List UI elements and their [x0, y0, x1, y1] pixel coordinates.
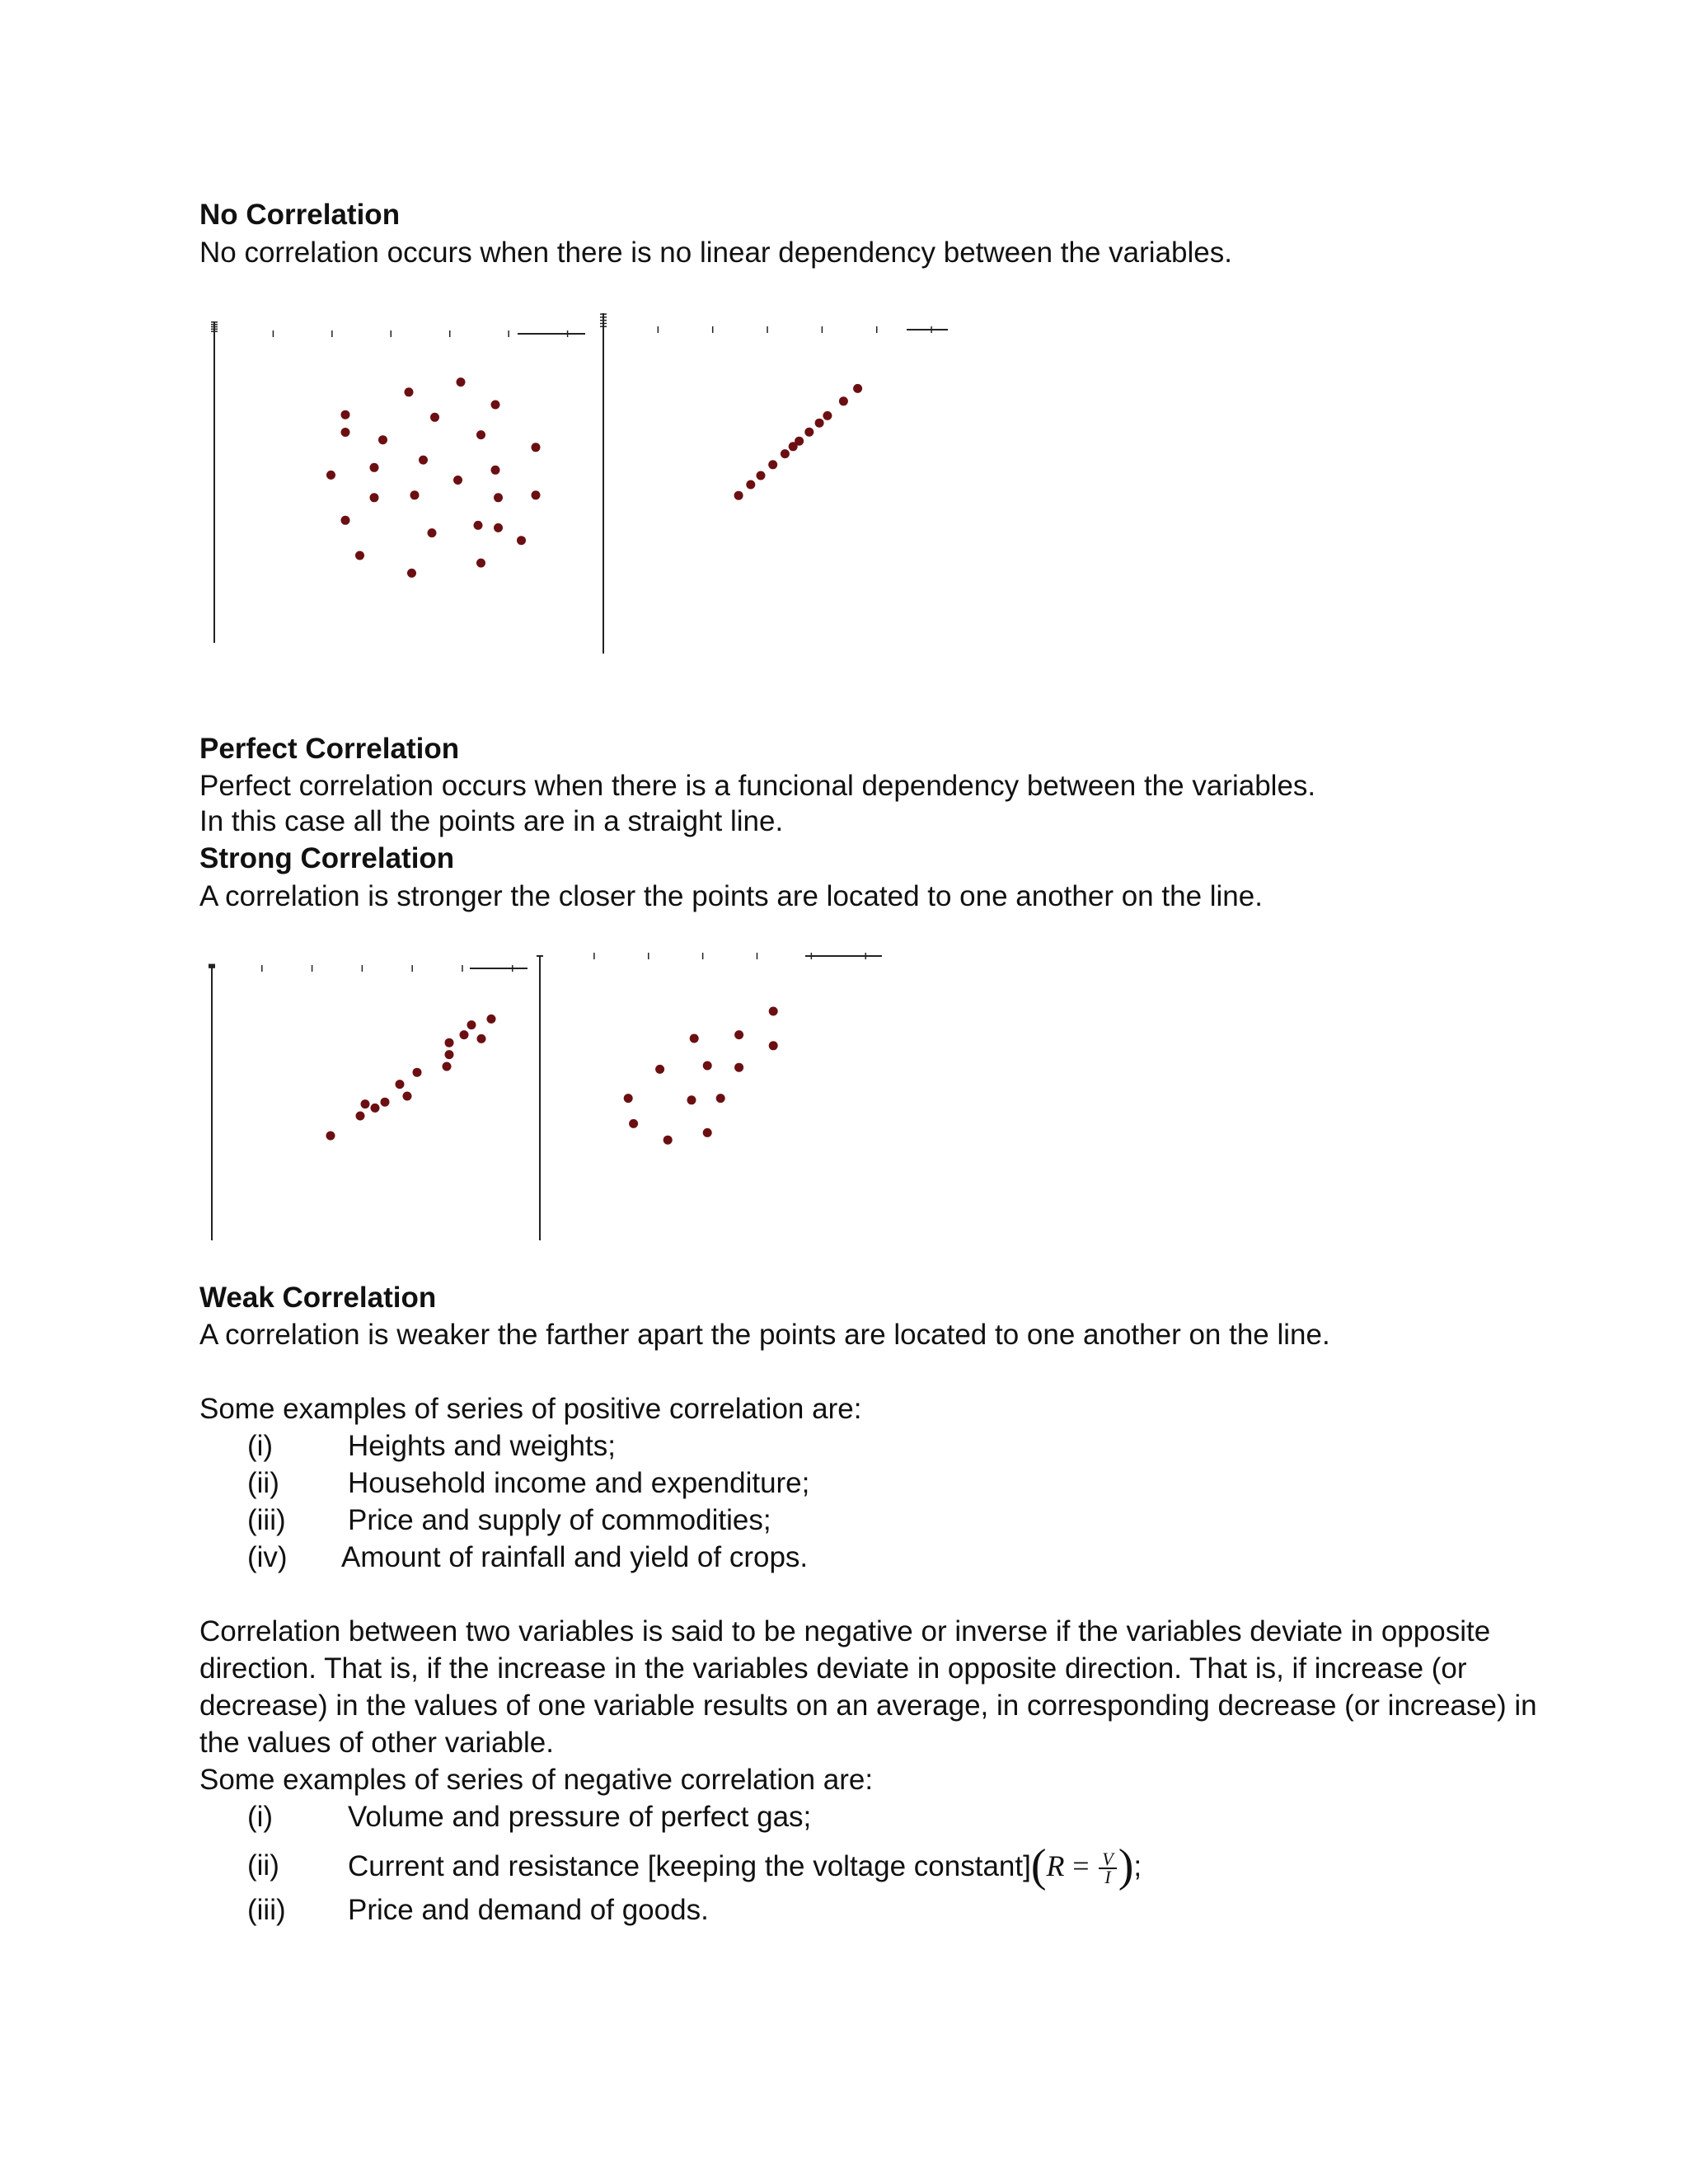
data-point: [378, 435, 387, 444]
data-point: [341, 428, 350, 437]
positive-item-text: Household income and expenditure;: [348, 1467, 810, 1499]
positive-item-text: Amount of rainfall and yield of crops.: [341, 1541, 809, 1573]
formula-lhs: R: [1046, 1849, 1065, 1882]
scatter-strong-correlation: [198, 956, 536, 1244]
data-point: [823, 411, 832, 420]
data-point: [853, 384, 862, 393]
data-point: [517, 536, 526, 545]
formula-numerator: V: [1099, 1851, 1116, 1869]
data-point: [494, 493, 503, 502]
data-point: [355, 551, 364, 560]
negative-examples-intro: Some examples of series of negative correlation are:: [199, 1764, 874, 1796]
data-point: [445, 1050, 454, 1059]
data-point: [326, 471, 335, 480]
data-point: [494, 523, 503, 532]
data-point: [341, 516, 350, 525]
negative-item-text: Current and resistance [keeping the voltage constant]: [348, 1850, 1031, 1882]
data-point: [407, 569, 416, 578]
positive-item-num: (i): [247, 1430, 274, 1462]
positive-item-text: Price and supply of commodities;: [348, 1504, 771, 1536]
data-point: [453, 476, 462, 485]
heading-perfect-correlation: Perfect Correlation: [199, 733, 460, 765]
data-point: [491, 466, 500, 475]
negative-paragraph-line: decrease) in the values of one variable results on an average, in corresponding decrease (or increase) in: [199, 1690, 1537, 1722]
data-point: [769, 1007, 778, 1016]
negative-paragraph-line: Correlation between two variables is said to be negative or inverse if the variables deviate in opposite: [199, 1615, 1491, 1647]
data-point: [467, 1020, 476, 1029]
data-point: [687, 1095, 696, 1104]
negative-item-text: Volume and pressure of perfect gas;: [348, 1801, 812, 1833]
data-point: [413, 1068, 422, 1077]
negative-paragraph-line: the values of other variable.: [199, 1727, 554, 1759]
data-point: [361, 1099, 370, 1108]
data-point: [381, 1098, 390, 1107]
data-point: [703, 1128, 712, 1137]
data-point: [491, 401, 500, 410]
data-point: [403, 1092, 412, 1101]
heading-no-correlation: No Correlation: [199, 199, 401, 231]
data-point: [443, 1062, 452, 1071]
text-perfect-correlation-1: Perfect correlation occurs when there is a funcional dependency between the variables.: [199, 770, 1316, 802]
data-point: [460, 1030, 469, 1039]
positive-item-num: (iii): [247, 1504, 286, 1536]
data-point: [769, 1041, 778, 1050]
data-point: [396, 1080, 405, 1089]
formula-eq: =: [1072, 1849, 1090, 1882]
data-point: [370, 493, 379, 502]
data-point: [795, 437, 804, 446]
data-point: [430, 413, 439, 422]
data-point: [663, 1136, 673, 1145]
data-point: [839, 396, 848, 405]
data-point: [476, 430, 485, 439]
data-point: [487, 1015, 496, 1024]
data-point: [477, 1034, 486, 1043]
formula-fraction: [1099, 1848, 1116, 1887]
data-point: [629, 1119, 638, 1128]
data-point: [457, 377, 466, 387]
negative-item-num: (i): [247, 1801, 274, 1833]
data-point: [624, 1094, 633, 1103]
data-point: [428, 528, 437, 537]
text-strong-correlation: A correlation is stronger the closer the points are located to one another on the line.: [199, 880, 1263, 912]
data-point: [405, 387, 414, 396]
data-point: [734, 1063, 743, 1072]
data-point: [716, 1094, 725, 1103]
text-perfect-correlation-2: In this case all the points are in a straight line.: [199, 805, 784, 837]
data-point: [815, 419, 824, 428]
data-point: [734, 1030, 743, 1039]
data-point: [445, 1038, 454, 1047]
data-point: [781, 449, 790, 458]
data-point: [757, 471, 766, 480]
data-point: [768, 460, 777, 469]
data-point: [476, 559, 485, 568]
data-point: [532, 443, 541, 452]
text-no-correlation: No correlation occurs when there is no linear dependency between the variables.: [199, 237, 1232, 269]
scatter-no-correlation: [198, 317, 593, 655]
scatter-weak-correlation: [532, 952, 886, 1244]
data-point: [655, 1065, 664, 1074]
data-point: [326, 1132, 335, 1141]
scatter-perfect-correlation: [581, 309, 952, 655]
heading-strong-correlation: Strong Correlation: [199, 842, 455, 874]
negative-item-num: (ii): [247, 1849, 279, 1882]
data-point: [356, 1112, 365, 1121]
data-point: [410, 490, 420, 499]
negative-item-text: Price and demand of goods.: [348, 1894, 709, 1926]
text-weak-correlation: A correlation is weaker the farther apart the points are located to one another on the line.: [199, 1319, 1330, 1351]
formula-tail: ;: [1133, 1850, 1142, 1882]
data-point: [703, 1062, 712, 1071]
negative-item-text-with-formula: Current and resistance [keeping the voltage constant](R = $\frac{V}{I}$ );: [348, 1840, 1142, 1891]
negative-paragraph-line: direction. That is, if the increase in the variables deviate in opposite direction. That is, if increase (or: [199, 1652, 1467, 1685]
positive-item-num: (ii): [247, 1467, 279, 1499]
data-point: [804, 428, 814, 437]
positive-examples-intro: Some examples of series of positive correlation are:: [199, 1393, 862, 1425]
data-point: [734, 491, 743, 500]
positive-item-num: (iv): [247, 1541, 288, 1573]
data-point: [474, 521, 483, 530]
data-point: [370, 463, 379, 472]
formula-denominator: I: [1104, 1866, 1111, 1887]
data-point: [746, 480, 755, 490]
positive-item-text: Heights and weights;: [348, 1430, 616, 1462]
data-point: [532, 490, 541, 499]
negative-item-num: (iii): [247, 1894, 286, 1926]
data-point: [341, 410, 350, 419]
data-point: [690, 1034, 699, 1043]
data-point: [419, 456, 428, 465]
heading-weak-correlation: Weak Correlation: [199, 1282, 437, 1314]
data-point: [371, 1104, 380, 1113]
